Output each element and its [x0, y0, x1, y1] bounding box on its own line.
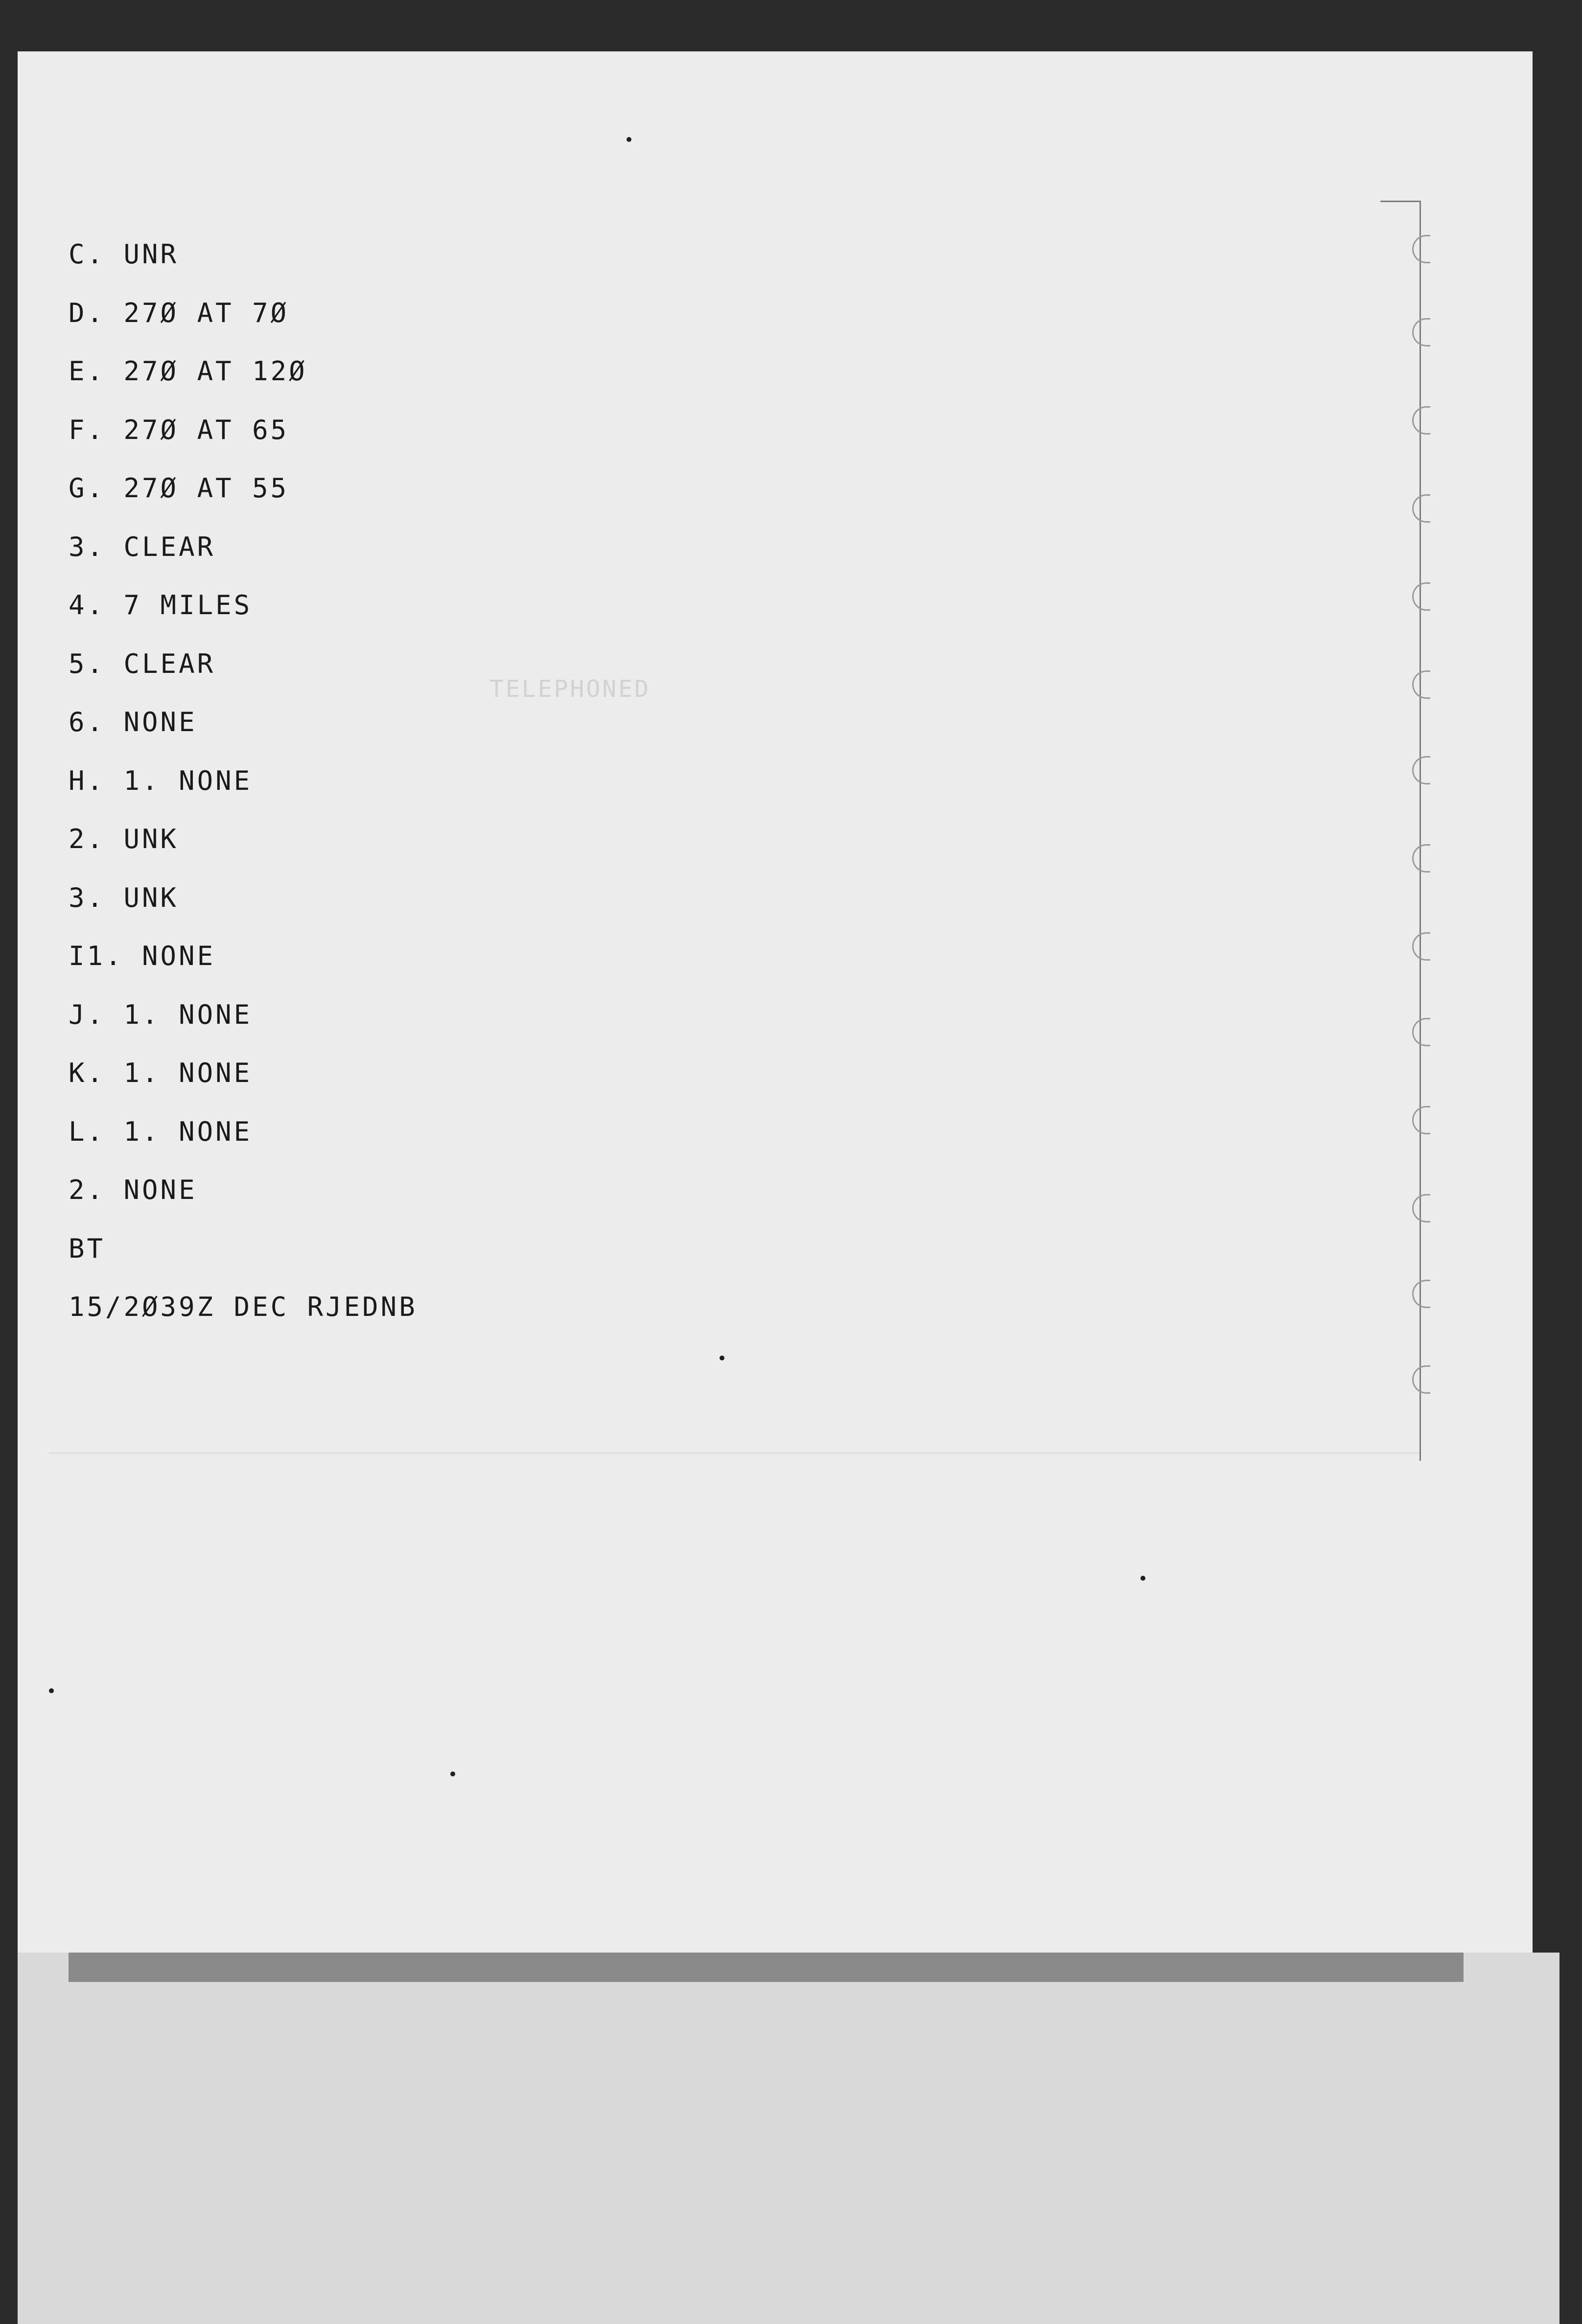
sheet-edge-top: [1380, 201, 1421, 202]
film-speck: [627, 137, 631, 142]
sheet-edge-right: [1419, 201, 1421, 1461]
message-line: K. 1. NONE: [69, 1058, 253, 1088]
message-line: I1. NONE: [69, 941, 216, 971]
bleed-through-stamp: TELEPHONED: [489, 675, 651, 703]
film-lower-area: [18, 1953, 1559, 2324]
message-line: G. 27Ø AT 55: [69, 473, 289, 504]
message-line: H. 1. NONE: [69, 765, 253, 796]
message-line: 3. UNK: [69, 882, 179, 913]
film-lower-band: [69, 1953, 1464, 1982]
message-body: [69, 225, 418, 1336]
film-speck: [49, 1688, 54, 1693]
message-line: 5. CLEAR: [69, 648, 216, 679]
film-speck: [1140, 1576, 1145, 1581]
message-line: 2. NONE: [69, 1174, 197, 1205]
message-line: C. UNR: [69, 239, 179, 270]
message-line: E. 27Ø AT 12Ø: [69, 356, 307, 387]
message-line: D. 27Ø AT 7Ø: [69, 297, 289, 328]
message-line: F. 27Ø AT 65: [69, 414, 289, 445]
message-line: 6. NONE: [69, 707, 197, 737]
message-line: J. 1. NONE: [69, 999, 253, 1030]
message-line: L. 1. NONE: [69, 1116, 253, 1147]
message-line: 15/2Ø39Z DEC RJEDNB: [69, 1291, 418, 1322]
film-speck: [720, 1356, 724, 1360]
message-line: 4. 7 MILES: [69, 590, 253, 621]
message-line: 3. CLEAR: [69, 531, 216, 562]
message-line: 2. UNK: [69, 824, 179, 854]
message-line: BT: [69, 1233, 106, 1264]
sheet-edge-bottom: [49, 1452, 1419, 1453]
film-speck: [450, 1772, 455, 1776]
